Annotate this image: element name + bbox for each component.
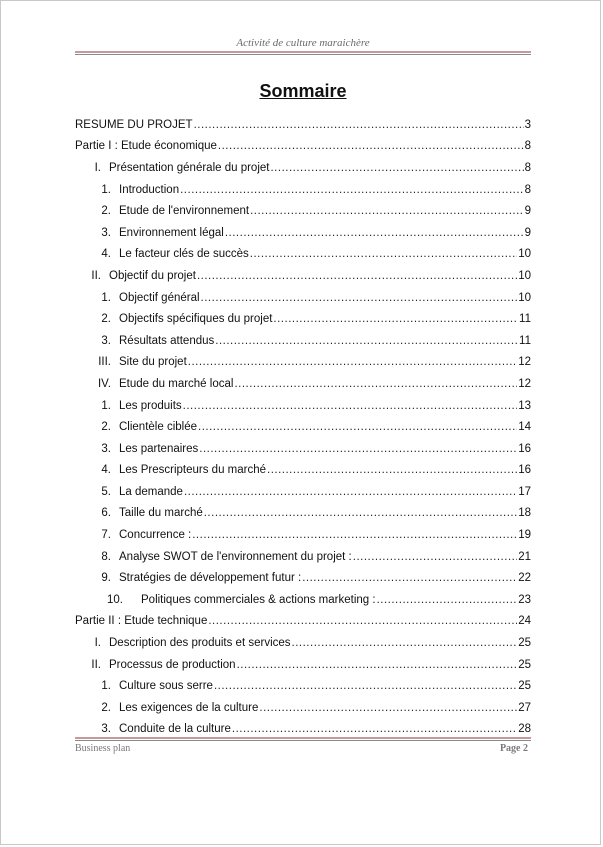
toc-dot-leader xyxy=(204,507,517,519)
toc-entry-page: 24 xyxy=(518,615,531,628)
toc-dot-leader xyxy=(267,464,517,476)
toc-entry-page: 25 xyxy=(518,658,531,671)
toc-entry-label: Objectif général xyxy=(119,291,200,304)
toc-entry-number: 2. xyxy=(101,205,111,218)
toc-entry-number: 1. xyxy=(101,680,111,693)
toc-entry-page: 13 xyxy=(518,399,531,412)
toc-entry-page: 16 xyxy=(518,464,531,477)
toc-entry[interactable] xyxy=(75,265,531,287)
toc-entry[interactable] xyxy=(75,546,531,568)
toc-entry-label: Les exigences de la culture xyxy=(119,701,259,714)
toc-dot-leader xyxy=(199,443,517,455)
toc-entry-label: Partie I : Etude économique xyxy=(75,140,217,153)
toc-entry[interactable] xyxy=(75,416,531,438)
toc-entry[interactable] xyxy=(75,157,531,179)
toc-entry[interactable] xyxy=(75,503,531,525)
toc-dot-leader xyxy=(377,594,518,606)
toc-entry-number: 2. xyxy=(101,701,111,714)
toc-entry-label: RESUME DU PROJET xyxy=(75,118,193,131)
toc-dot-leader xyxy=(250,248,517,260)
toc-entry-page: 25 xyxy=(518,637,531,650)
toc-dot-leader xyxy=(192,529,517,541)
toc-entry[interactable] xyxy=(75,524,531,546)
toc-entry-label: Culture sous serre xyxy=(119,680,213,693)
toc-entry[interactable] xyxy=(75,589,531,611)
toc-entry[interactable] xyxy=(75,395,531,417)
toc-entry[interactable] xyxy=(75,136,531,158)
toc-entry-label: Objectifs spécifiques du projet xyxy=(119,313,273,326)
header-rule xyxy=(75,51,531,55)
toc-entry[interactable] xyxy=(75,654,531,676)
toc-entry-page: 10 xyxy=(518,269,531,282)
toc-entry-page: 8 xyxy=(524,161,531,174)
toc-dot-leader xyxy=(215,335,518,347)
toc-entry-number: 3. xyxy=(101,442,111,455)
toc-entry-label: Conduite de la culture xyxy=(119,723,231,736)
toc-dot-leader xyxy=(250,205,524,217)
toc-entry[interactable] xyxy=(75,481,531,503)
toc-dot-leader xyxy=(214,680,517,692)
toc-dot-leader xyxy=(201,292,518,304)
toc-entry-page: 21 xyxy=(518,550,531,563)
toc-dot-leader xyxy=(218,140,524,152)
toc-entry-number: 1. xyxy=(101,291,111,304)
toc-entry-label: Introduction xyxy=(119,183,180,196)
toc-entry[interactable] xyxy=(75,222,531,244)
toc-entry-label: Environnement légal xyxy=(119,226,224,239)
toc-entry[interactable] xyxy=(75,632,531,654)
toc-entry-page: 17 xyxy=(518,485,531,498)
toc-entry[interactable] xyxy=(75,675,531,697)
toc-entry-label: Le facteur clés de succès xyxy=(119,248,249,261)
toc-entry-page: 23 xyxy=(518,593,531,606)
toc-entry-label: Résultats attendus xyxy=(119,334,215,347)
toc-entry-page: 9 xyxy=(524,226,531,239)
toc-entry-number: I. xyxy=(94,161,101,174)
toc-entry-page: 28 xyxy=(518,723,531,736)
toc-entry[interactable] xyxy=(75,438,531,460)
toc-entry-label: Les produits xyxy=(119,399,182,412)
page-header: Activité de culture maraichère xyxy=(236,37,370,49)
toc-dot-leader xyxy=(302,572,517,584)
toc-entry-number: II. xyxy=(91,269,101,282)
toc-entry-page: 18 xyxy=(518,507,531,520)
toc-entry-number: 7. xyxy=(101,529,111,542)
toc-dot-leader xyxy=(188,356,517,368)
footer-rule xyxy=(75,737,531,741)
toc-entry-page: 9 xyxy=(524,205,531,218)
toc-entry-label: La demande xyxy=(119,485,183,498)
toc-entry-label: Les partenaires xyxy=(119,442,199,455)
toc-entry-page: 22 xyxy=(518,572,531,585)
toc-entry-page: 14 xyxy=(518,421,531,434)
toc-entry[interactable] xyxy=(75,244,531,266)
toc-entry-label: Les Prescripteurs du marché xyxy=(119,464,267,477)
toc-entry-label: Stratégies de développement futur : xyxy=(119,572,302,585)
toc-entry-label: Processus de production xyxy=(109,658,236,671)
toc-entry[interactable] xyxy=(75,697,531,719)
toc-entry[interactable] xyxy=(75,611,531,633)
toc-entry-number: 1. xyxy=(101,399,111,412)
toc-dot-leader xyxy=(353,551,517,563)
toc-entry[interactable] xyxy=(75,330,531,352)
toc-entry-number: 9. xyxy=(101,572,111,585)
toc-entry-page: 10 xyxy=(518,248,531,261)
toc-entry-number: III. xyxy=(98,356,111,369)
toc-entry-page: 11 xyxy=(519,313,531,326)
toc-entry-number: 2. xyxy=(101,313,111,326)
toc-entry-number: 3. xyxy=(101,226,111,239)
toc-entry-number: 4. xyxy=(101,248,111,261)
toc-entry-number: 10. xyxy=(107,593,123,606)
toc-entry-number: 3. xyxy=(101,334,111,347)
toc-dot-leader xyxy=(237,659,518,671)
page-title: Sommaire xyxy=(259,81,347,101)
table-of-contents xyxy=(75,114,531,740)
toc-entry-label: Description des produits et services xyxy=(109,637,291,650)
toc-entry-label: Concurrence : xyxy=(119,529,192,542)
toc-entry[interactable] xyxy=(75,373,531,395)
toc-entry[interactable] xyxy=(75,179,531,201)
footer-left-text: Business plan xyxy=(75,743,131,754)
toc-entry-page: 8 xyxy=(524,140,531,153)
toc-entry-page: 19 xyxy=(518,529,531,542)
toc-entry-label: Partie II : Etude technique xyxy=(75,615,208,628)
toc-entry-page: 12 xyxy=(518,356,531,369)
toc-dot-leader xyxy=(197,270,517,282)
toc-entry[interactable] xyxy=(75,352,531,374)
toc-entry[interactable] xyxy=(75,567,531,589)
toc-dot-leader xyxy=(194,119,524,131)
toc-entry-number: 3. xyxy=(101,723,111,736)
toc-entry-label: Clientèle ciblée xyxy=(119,421,197,434)
toc-entry-page: 10 xyxy=(518,291,531,304)
toc-dot-leader xyxy=(180,184,523,196)
toc-entry-label: Présentation générale du projet xyxy=(109,161,270,174)
toc-entry-page: 8 xyxy=(524,183,531,196)
toc-entry-label: Taille du marché xyxy=(119,507,203,520)
toc-entry-page: 11 xyxy=(519,334,531,347)
toc-dot-leader xyxy=(208,615,517,627)
toc-entry[interactable] xyxy=(75,200,531,222)
toc-dot-leader xyxy=(270,162,523,174)
toc-entry-number: I. xyxy=(94,637,101,650)
toc-entry[interactable] xyxy=(75,287,531,309)
toc-entry-label: Site du projet xyxy=(119,356,187,369)
toc-entry-number: 6. xyxy=(101,507,111,520)
page-number: Page 2 xyxy=(499,743,528,754)
toc-dot-leader xyxy=(232,723,517,735)
toc-dot-leader xyxy=(198,421,517,433)
toc-entry[interactable] xyxy=(75,114,531,136)
toc-entry-number: 5. xyxy=(101,485,111,498)
toc-dot-leader xyxy=(273,313,518,325)
toc-entry-label: Objectif du projet xyxy=(109,269,196,282)
toc-entry-page: 3 xyxy=(524,118,531,131)
toc-entry-page: 27 xyxy=(518,701,531,714)
toc-dot-leader xyxy=(225,227,524,239)
toc-entry-label: Politiques commerciales & actions marketing : xyxy=(141,593,376,606)
toc-entry-number: IV. xyxy=(97,377,111,390)
toc-dot-leader xyxy=(292,637,518,649)
toc-dot-leader xyxy=(259,702,517,714)
toc-dot-leader xyxy=(183,400,518,412)
toc-entry-label: Analyse SWOT de l'environnement du projet : xyxy=(119,550,352,563)
toc-entry-number: 4. xyxy=(101,464,111,477)
toc-entry-number: II. xyxy=(91,658,101,671)
toc-entry-page: 12 xyxy=(518,377,531,390)
toc-entry-label: Etude de l'environnement xyxy=(119,205,250,218)
toc-entry[interactable] xyxy=(75,460,531,482)
toc-dot-leader xyxy=(234,378,517,390)
toc-entry-number: 8. xyxy=(101,550,111,563)
toc-entry[interactable] xyxy=(75,308,531,330)
toc-dot-leader xyxy=(184,486,517,498)
toc-entry-number: 2. xyxy=(101,421,111,434)
toc-entry-page: 25 xyxy=(518,680,531,693)
toc-entry-label: Etude du marché local xyxy=(119,377,234,390)
toc-entry-page: 16 xyxy=(518,442,531,455)
toc-entry-number: 1. xyxy=(101,183,111,196)
